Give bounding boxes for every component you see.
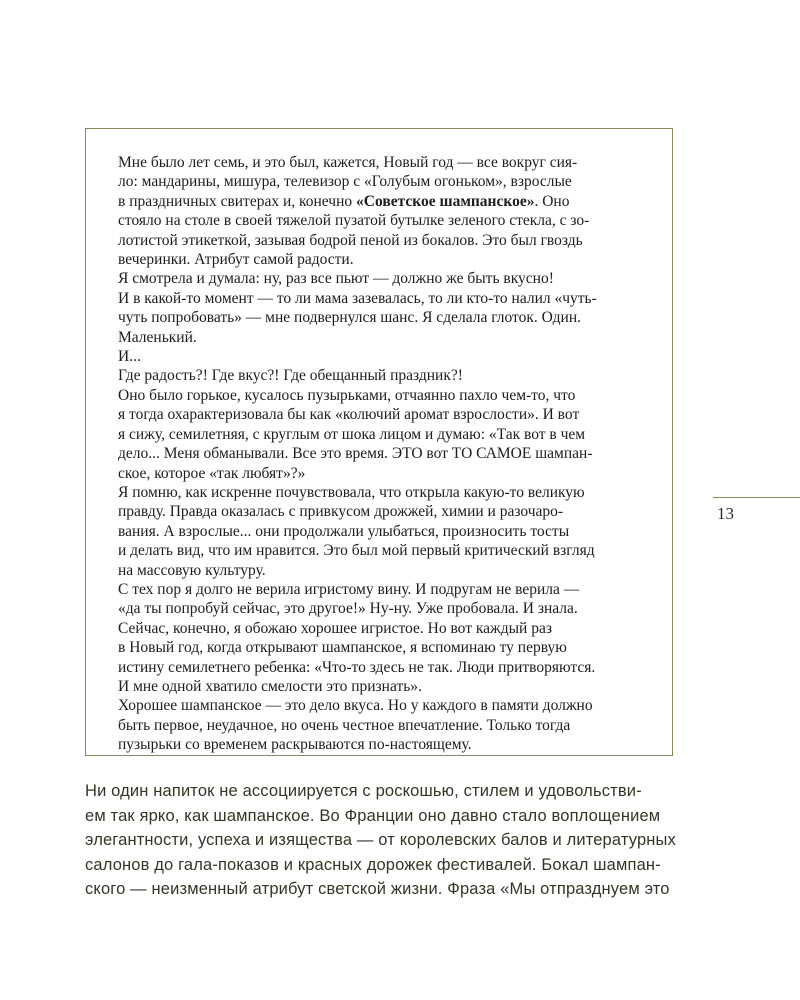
- body-paragraph: Ни один напиток не ассоциируется с роскошью, стилем и удовольстви- ем так ярко, как шампанское. Во Франции оно давно стало воплощением элегантности, успеха и изящества — от королевских балов и литературных салонов до гала-показов и красных дорожек фестивалей. Бокал шампан- ского — неизменный атрибут светской жизни. Фраза «Мы отпразднуем это: [85, 782, 676, 898]
- page-number: 13: [717, 504, 734, 523]
- quote-box: [85, 128, 673, 756]
- margin-rule: [713, 497, 800, 498]
- quote-text: Мне было лет семь, и это был, кажется, Новый год — все вокруг сия- ло: мандарины, мишура, телевизор с «Голубым огоньком», взрослые в праздничных свитерах и, конечно «Советское шампанское». Оно стояло на столе в своей тяжелой пузатой бутылке зеленого стекла, с зо- лотистой этикеткой, зазывая бодрой пеной из бокалов. Это был гвоздь вечеринки. Атрибут самой радости. Я смотрела и думала: ну, раз все пьют — должно же быть вкусно! И в какой-то момент — то ли мама зазевалась, то ли кто-то налил «чуть- чуть попробовать» — мне подвернулся шанс. Я сделала глоток. Один. Маленький. И... Где радость?! Где вкус?! Где обещанный праздник?! Оно было горькое, кусалось пузырьками, отчаянно пахло чем-то, что я тогда охарактеризовала бы как «колючий аромат взрослости». И вот я сижу, семилетняя, с круглым от шока лицом и думаю: «Так вот в чем дело... Меня обманывали. Все это время. ЭТО вот ТО САМОЕ шампан- ское, которое «так любят»?» Я помню, как искренне почувствовала, что открыла какую-то великую правду. Правда оказалась с привкусом дрожжей, химии и разочаро- вания. А взрослые... они продолжали улыбаться, произносить тосты и делать вид, что им нравится. Это был мой первый критический взгляд на массовую культуру. С тех пор я долго не верила игристому вину. И подругам не верила — «да ты попробуй сейчас, это другое!» Ну-ну. Уже пробовала. И знала. Сейчас, конечно, я обожаю хорошее игристое. Но вот каждый раз в Новый год, когда открывают шампанское, я вспоминаю ту первую истину семилетнего ребенка: «Что-то здесь не так. Люди притворяются. И мне одной хватило смелости это признать». Хорошее шампанское — это дело вкуса. Но у каждого в памяти должно быть первое, неудачное, но очень честное впечатление. Только тогда пузырьки со временем раскрываются по-настоящему.: [118, 154, 597, 754]
